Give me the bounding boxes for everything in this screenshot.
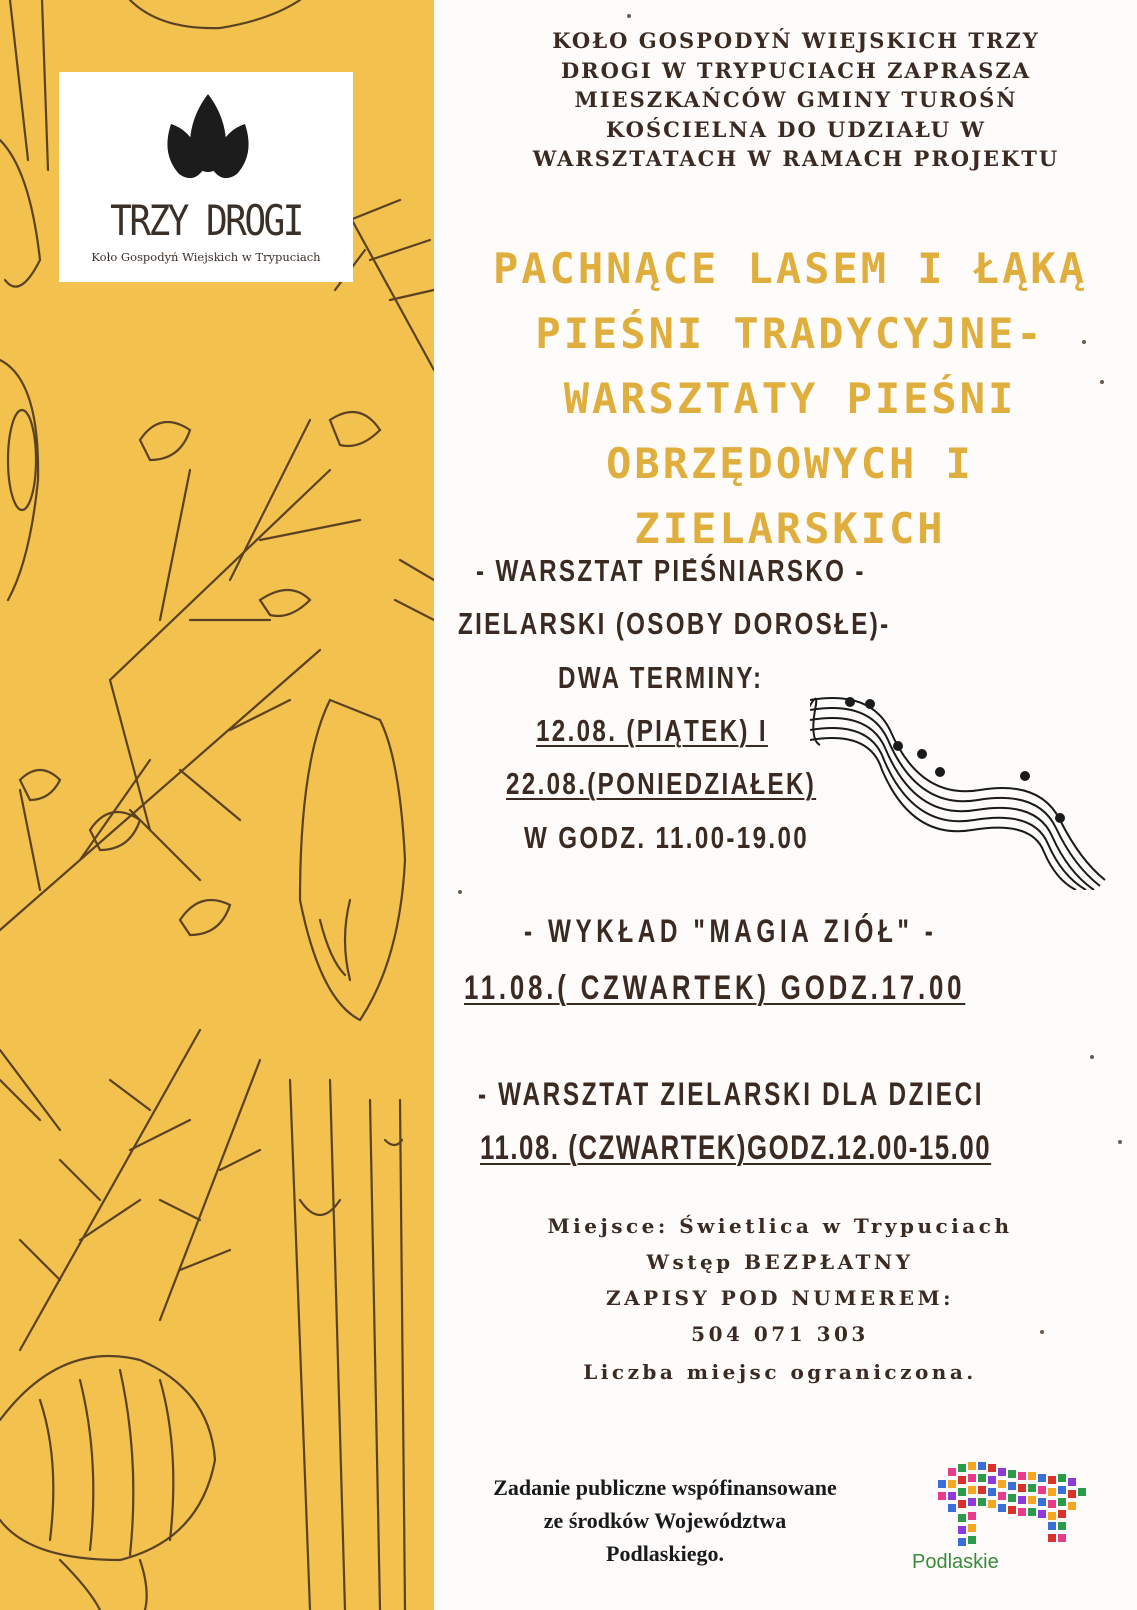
project-title <box>452 236 1128 561</box>
workshop-date-1: 12.08. (PIĄTEK) I <box>536 713 768 748</box>
workshop-hours: W GODZ. 11.00-19.00 <box>524 820 810 855</box>
funding-line: Zadanie publiczne wspófinansowane <box>493 1475 837 1500</box>
intro-line: DROGI W TRYPUCIACH ZAPRASZA <box>560 57 1032 83</box>
logo-subtitle: Koło Gospodyń Wiejskich w Trypuciach <box>91 250 321 264</box>
place-info: Miejsce: Świetlica w Trypuciach <box>547 1214 1013 1238</box>
botanical-decor-panel <box>0 0 434 1610</box>
signup-info: ZAPISY POD NUMEREM: <box>606 1286 954 1310</box>
intro-line: WARSZTATACH W RAMACH PROJEKTU <box>532 146 1060 171</box>
podlaskie-bison-logo <box>928 1458 1108 1548</box>
speck <box>627 14 631 18</box>
logo-title: TRZY DROGI <box>110 196 302 245</box>
phone-number: 504 071 303 <box>691 1322 869 1346</box>
funding-note <box>440 1471 890 1570</box>
title-line: WARSZTATY PIEŚNI <box>563 374 1017 423</box>
podlaskie-label: Podlaskie <box>912 1551 999 1573</box>
lecture-title: - WYKŁAD "MAGIA ZIÓŁ" - <box>524 913 938 949</box>
kids-workshop-date: 11.08. (CZWARTEK)GODZ.12.00-15.00 <box>480 1129 992 1167</box>
workshop-adult-subtitle: ZIELARSKI (OSOBY DOROSŁE)- <box>458 606 891 641</box>
funding-line: Podlaskiego. <box>606 1541 724 1566</box>
speck <box>1090 1055 1094 1059</box>
workshop-date-2: 22.08.(PONIEDZIAŁEK) <box>506 766 817 801</box>
intro-line: MIESZKAŃCÓW GMINY TUROŚŃ <box>574 87 1018 112</box>
limit-info: Liczba miejsc ograniczona. <box>583 1360 977 1384</box>
workshop-adult-terms: DWA TERMINY: <box>558 660 764 695</box>
title-line: ZIELARSKICH <box>634 504 946 553</box>
speck <box>1118 1140 1122 1144</box>
intro-text <box>470 26 1122 174</box>
intro-line: KOŚCIELNA DO UDZIAŁU W <box>605 116 986 142</box>
leaf-logo-icon <box>153 84 263 194</box>
intro-line: KOŁO GOSPODYŃ WIEJSKICH TRZY <box>552 28 1040 53</box>
entry-info: Wstęp BEZPŁATNY <box>646 1250 914 1274</box>
lecture-date: 11.08.( CZWARTEK) GODZ.17.00 <box>464 969 966 1007</box>
funding-line: ze środków Województwa <box>543 1508 787 1533</box>
speck <box>458 890 462 894</box>
title-line: PIEŚNI TRADYCYJNE- <box>535 309 1045 358</box>
music-staff-icon <box>810 690 1110 890</box>
title-line: OBRZĘDOWYCH I <box>606 439 974 488</box>
organization-logo <box>59 72 353 282</box>
workshop-adult-title: - WARSZTAT PIEŚNIARSKO - <box>476 553 866 588</box>
title-line: PACHNĄCE LASEM I ŁĄKĄ <box>492 244 1087 293</box>
kids-workshop-title: - WARSZTAT ZIELARSKI DLA DZIECI <box>478 1076 985 1112</box>
